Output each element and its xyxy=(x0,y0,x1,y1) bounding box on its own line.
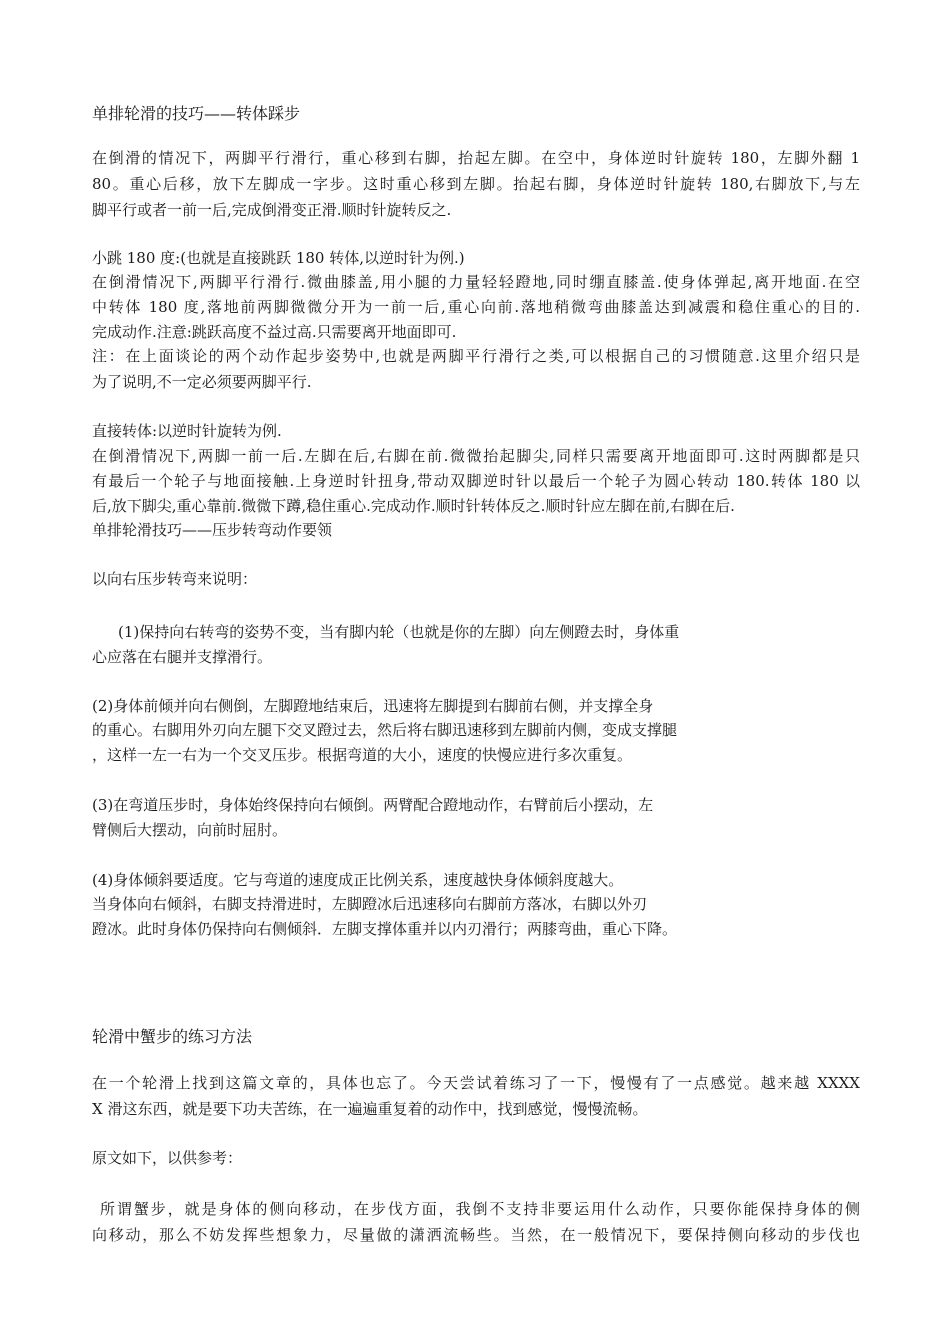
paragraph-line: X 滑这东西，就是要下功夫苦练，在一遍遍重复着的动作中，找到感觉，慢慢流畅。 xyxy=(92,1100,648,1118)
paragraph-line: 中转体 180 度,落地前两脚微微分开为一前一后,重心向前.落地稍微弯曲膝盖达到减震和稳住重心的目的. xyxy=(92,298,860,316)
section-title-crossover-cornering: 单排轮滑技巧——压步转弯动作要领 xyxy=(92,521,333,539)
paragraph-line: ，这样一左一右为一个交叉压步。根据弯道的大小，速度的快慢应进行多次重复。 xyxy=(92,746,633,764)
paragraph-line: 后,放下脚尖,重心靠前.微微下蹲,稳住重心.完成动作.顺时针转体反之.顺时针应左脚在前,右脚在后. xyxy=(92,497,735,515)
paragraph-line: 的重心。右脚用外刃向左腿下交叉蹬过去，然后将右脚迅速移到左脚前内侧，变成支撑腿 xyxy=(92,721,678,739)
paragraph-line: 完成动作.注意:跳跃高度不益过高.只需要离开地面即可. xyxy=(92,323,457,341)
paragraph-line: 原文如下，以供参考： xyxy=(92,1149,243,1167)
section-title-crossover-turn: 单排轮滑的技巧——转体踩步 xyxy=(92,104,301,123)
list-item-step-2: (2)身体前倾并向右侧倒，左脚蹬地结束后，迅速将左脚提到右脚前右侧，并支撑全身 xyxy=(92,697,654,715)
list-item-step-3: (3)在弯道压步时，身体始终保持向右倾倒。两臂配合蹬地动作，右臂前后小摆动，左 xyxy=(92,796,654,814)
paragraph-line: 心应落在右腿并支撑滑行。 xyxy=(92,648,273,666)
list-item-step-4: (4)身体倾斜要适度。它与弯道的速度成正比例关系，速度越快身体倾斜度越大。 xyxy=(92,871,624,889)
paragraph-line: 所谓蟹步，就是身体的侧向移动，在步伐方面，我倒不支持非要运用什么动作，只要你能保持身体的侧 xyxy=(100,1200,860,1218)
paragraph-line: 脚平行或者一前一后,完成倒滑变正滑.顺时针旋转反之. xyxy=(92,201,452,219)
paragraph-line: 注：在上面谈论的两个动作起步姿势中,也就是两脚平行滑行之类,可以根据自己的习惯随意.这里介绍只是 xyxy=(92,347,860,365)
paragraph-line: 为了说明,不一定必须要两脚平行. xyxy=(92,373,312,391)
paragraph-line: 在倒滑情况下,两脚一前一后.左脚在后,右脚在前.微微抬起脚尖,同样只需要离开地面即可.这时两脚都是只 xyxy=(92,447,860,465)
paragraph-line: 在一个轮滑上找到这篇文章的，具体也忘了。今天尝试着练习了一下，慢慢有了一点感觉。越来越 XXXX xyxy=(92,1074,860,1092)
paragraph-line: 当身体向右倾斜，右脚支持滑进时，左脚蹬冰后迅速移向右脚前方落冰，右脚以外刃 xyxy=(92,895,648,913)
list-item-step-1: (1)保持向右转弯的姿势不变，当有脚内轮（也就是你的左脚）向左侧蹬去时，身体重 xyxy=(118,623,680,641)
section-title-crab-step: 轮滑中蟹步的练习方法 xyxy=(92,1027,253,1046)
paragraph-line: 在倒滑情况下,两脚平行滑行.微曲膝盖,用小腿的力量轻轻蹬地,同时绷直膝盖.使身体弹起,离开地面.在空 xyxy=(92,273,860,291)
paragraph-line: 在倒滑的情况下，两脚平行滑行，重心移到右脚，抬起左脚。在空中，身体逆时针旋转 180，左脚外翻 1 xyxy=(92,149,860,167)
paragraph-line: 直接转体:以逆时针旋转为例. xyxy=(92,422,282,440)
paragraph-line: 80。重心后移，放下左脚成一字步。这时重心移到左脚。抬起右脚，身体逆时针旋转 180,右脚放下,与左 xyxy=(92,175,860,193)
paragraph-line: 小跳 180 度:(也就是直接跳跃 180 转体,以逆时针为例.) xyxy=(92,249,465,267)
paragraph-line: 向移动，那么不妨发挥些想象力，尽量做的潇洒流畅些。当然，在一般情况下，要保持侧向移动的步伐也 xyxy=(92,1226,860,1244)
paragraph-line: 以向右压步转弯来说明： xyxy=(92,570,258,588)
paragraph-line: 蹬冰。此时身体仍保持向右侧倾斜．左脚支撑体重并以内刃滑行；两膝弯曲，重心下降。 xyxy=(92,920,678,938)
paragraph-line: 臂侧后大摆动，向前时屈肘。 xyxy=(92,821,288,839)
paragraph-line: 有最后一个轮子与地面接触.上身逆时针扭身,带动双脚逆时针以最后一个轮子为圆心转动 180.转体 180 以 xyxy=(92,472,860,490)
